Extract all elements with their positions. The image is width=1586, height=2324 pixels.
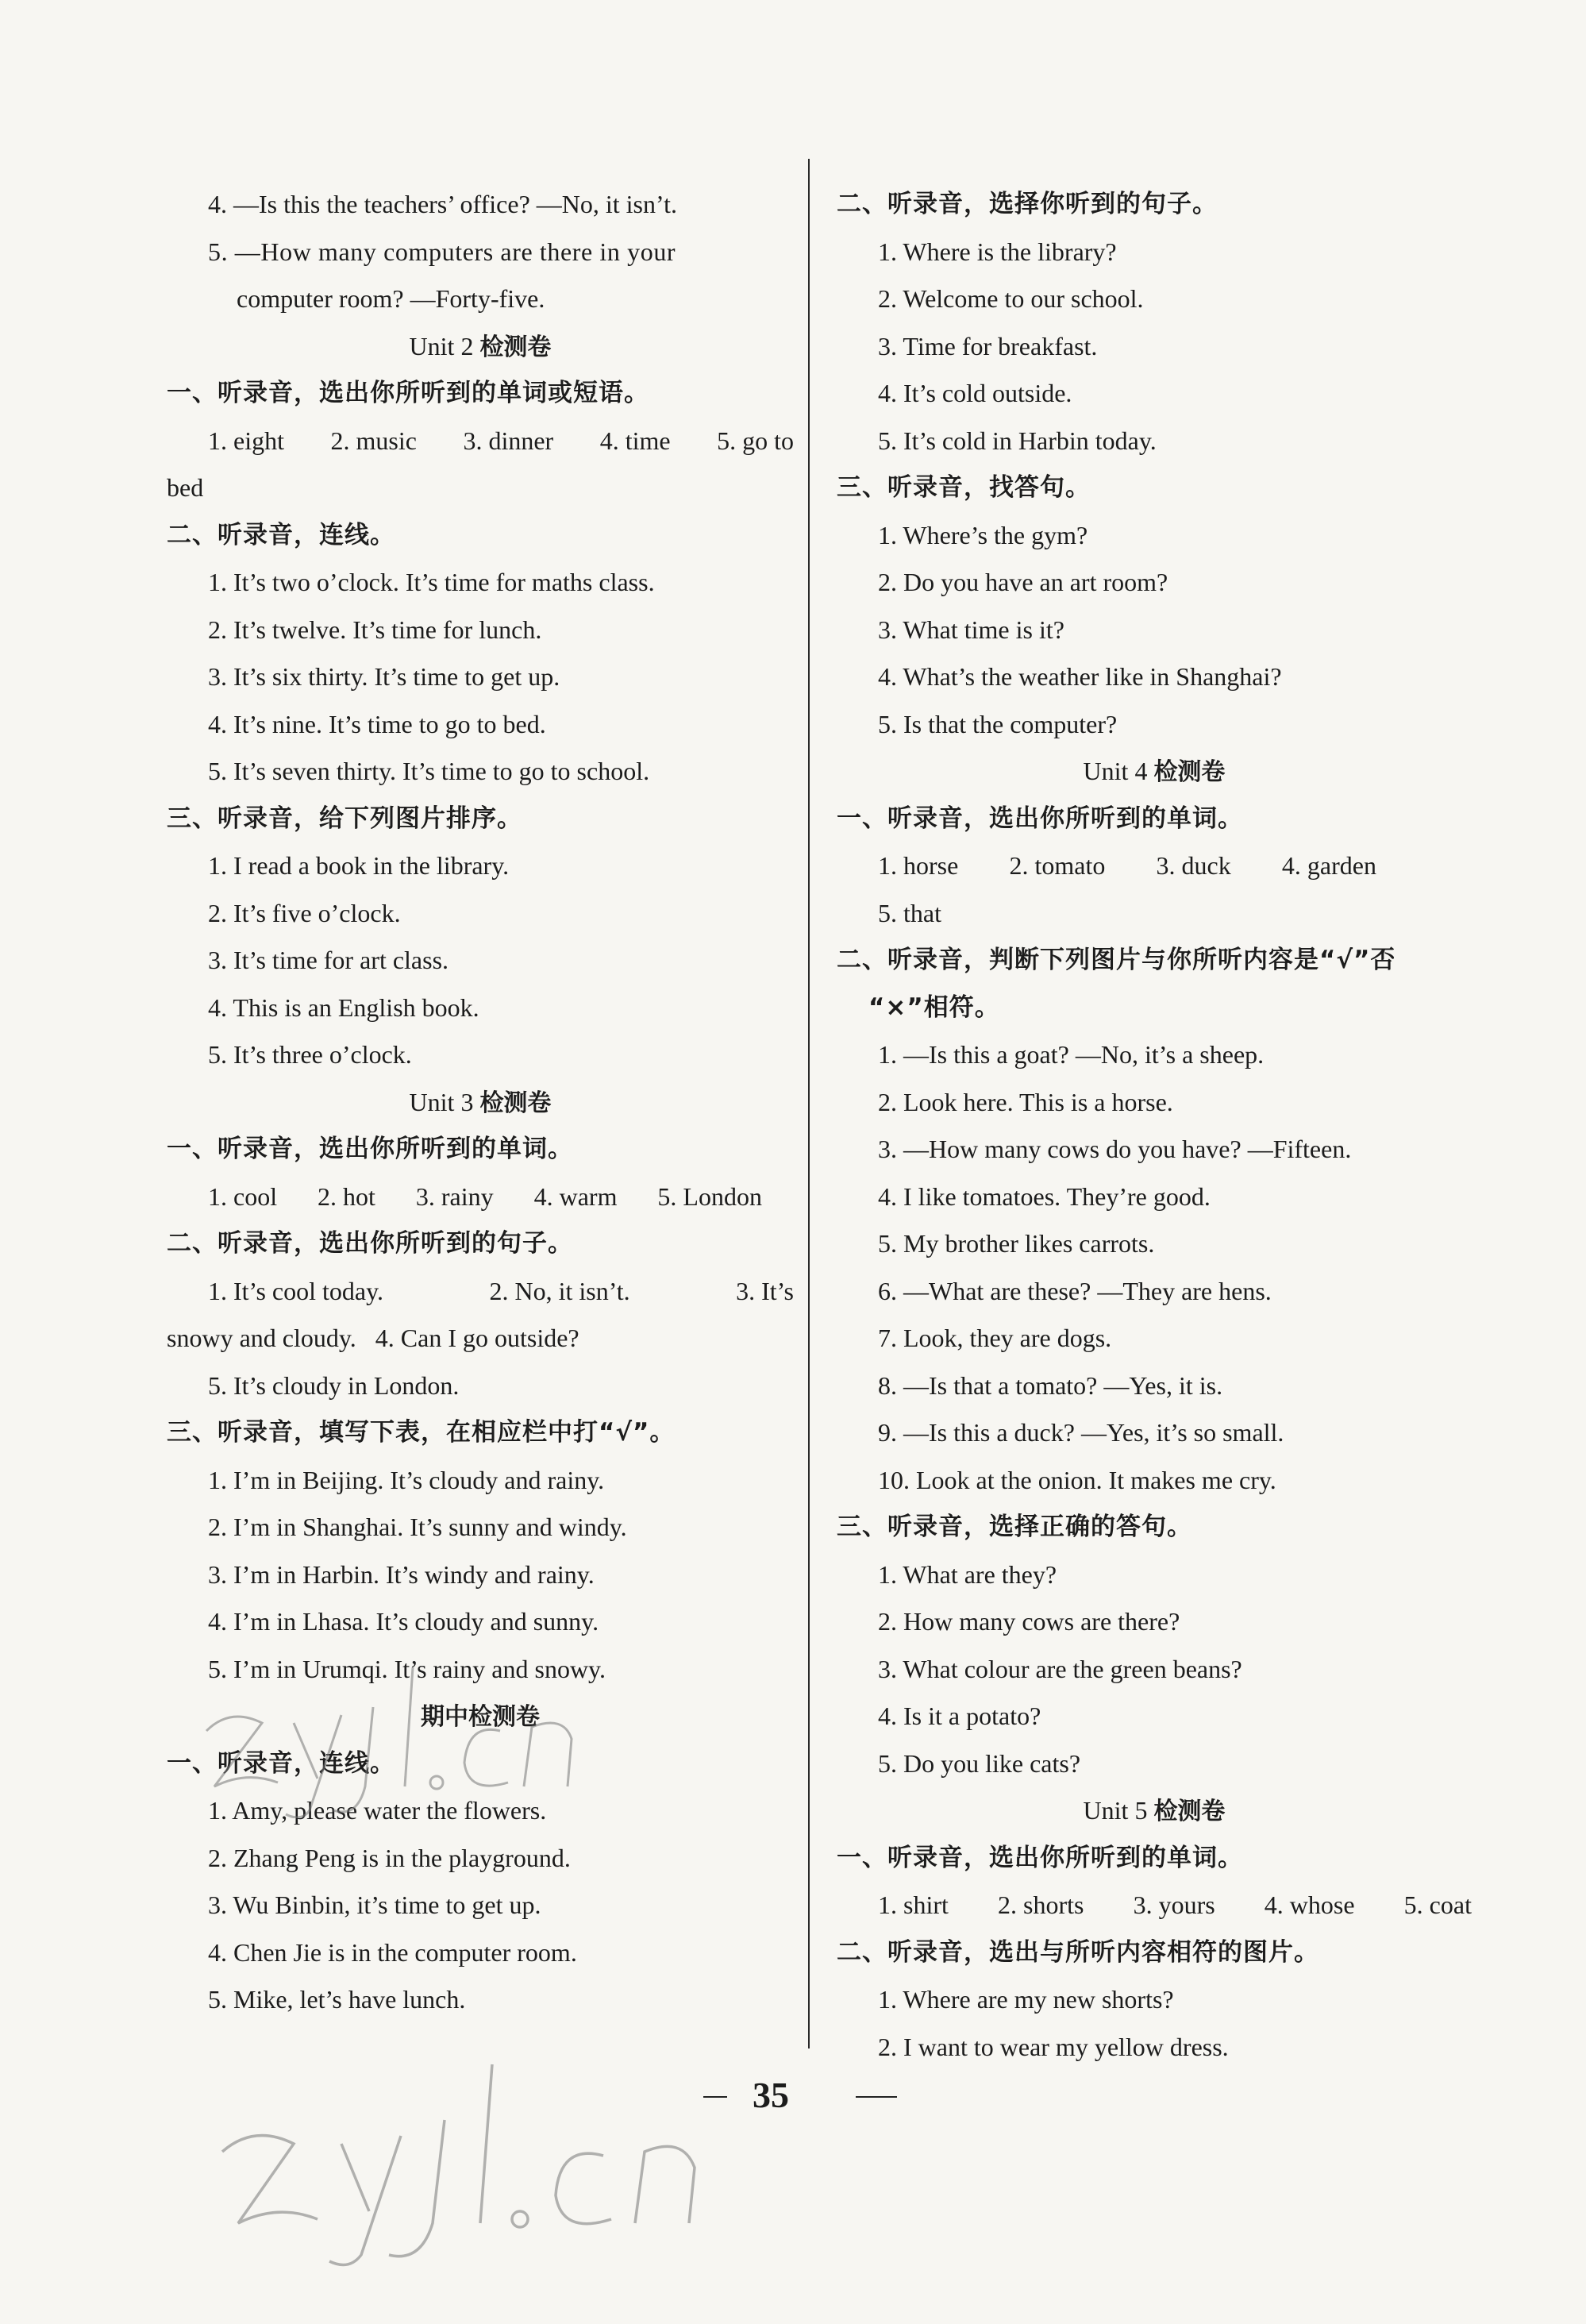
unit-title bbox=[167, 323, 794, 371]
answer-line: 2. Zhang Peng is in the playground. bbox=[208, 1843, 571, 1872]
section-heading: 二、听录音，连线。 bbox=[167, 520, 395, 549]
answer-line: 4. It’s cold outside. bbox=[878, 379, 1072, 407]
unit-title-en: Unit 5 bbox=[1083, 1796, 1148, 1825]
section-heading: 三、听录音，给下列图片排序。 bbox=[167, 804, 522, 833]
section-heading: 二、听录音，判断下列图片与你所听内容是“√”否 bbox=[837, 946, 1396, 974]
word-item: 5. London bbox=[657, 1181, 762, 1211]
answer-line: 1. I read a book in the library. bbox=[208, 851, 510, 880]
word-item: 3. dinner bbox=[463, 426, 554, 455]
section-heading-cont: “×”相符。 bbox=[868, 992, 1000, 1022]
answer-line: 5. Do you like cats? bbox=[878, 1748, 1081, 1778]
answer-line: 1. It’s two o’clock. It’s time for maths class. bbox=[208, 568, 655, 596]
answer-line: 4. I like tomatoes. They’re good. bbox=[878, 1181, 1211, 1211]
section-heading: 一、听录音，连线。 bbox=[167, 1748, 395, 1778]
unit-title-cn: 检测卷 bbox=[479, 333, 552, 361]
answer-fragment: 1. It’s cool today. bbox=[208, 1276, 383, 1305]
section-heading: 一、听录音，选出你所听到的单词。 bbox=[167, 1135, 573, 1163]
watermark-logo bbox=[206, 2033, 762, 2271]
answer-line: 5. —How many computers are there in your bbox=[208, 237, 676, 266]
answer-line: 4. I’m in Lhasa. It’s cloudy and sunny. bbox=[208, 1607, 599, 1636]
word-item: 4. garden bbox=[1281, 851, 1376, 880]
page-number-rule-right bbox=[856, 2096, 897, 2098]
answer-line: 4. Chen Jie is in the computer room. bbox=[208, 1937, 577, 1967]
answer-line: 2. Welcome to our school. bbox=[878, 284, 1144, 313]
section-heading: 二、听录音，选出与所听内容相符的图片。 bbox=[837, 1937, 1319, 1967]
answer-line: 2. How many cows are there? bbox=[878, 1607, 1180, 1636]
answer-line: 3. It’s time for art class. bbox=[208, 946, 449, 974]
word-item: 4. time bbox=[599, 426, 671, 455]
answer-fragment: 2. No, it isn’t. bbox=[489, 1276, 630, 1305]
word-list bbox=[167, 1174, 794, 1221]
answer-line: 3. I’m in Harbin. It’s windy and rainy. bbox=[208, 1559, 595, 1589]
answer-line: 1. Where are my new shorts? bbox=[878, 1985, 1174, 2014]
answer-line: 4. Is it a potato? bbox=[878, 1702, 1041, 1730]
answer-line: 3. What colour are the green beans? bbox=[878, 1654, 1242, 1683]
answer-line: 4. It’s nine. It’s time to go to bed. bbox=[208, 709, 546, 738]
left-column bbox=[167, 181, 794, 2024]
answer-line: 1. Where’s the gym? bbox=[878, 520, 1088, 549]
word-item: 3. rainy bbox=[415, 1181, 494, 1211]
answer-line: snowy and cloudy. 4. Can I go outside? bbox=[167, 1324, 579, 1352]
answer-line: 2. Do you have an art room? bbox=[878, 568, 1168, 596]
word-item: 5. coat bbox=[1403, 1890, 1472, 1919]
answer-line: 6. —What are these? —They are hens. bbox=[878, 1276, 1272, 1305]
answer-line: 1. Where is the library? bbox=[878, 237, 1117, 266]
answer-line: 5. It’s seven thirty. It’s time to go to school. bbox=[208, 757, 650, 785]
word-item: 5. go to bbox=[717, 426, 794, 455]
answer-line: 5. Is that the computer? bbox=[878, 709, 1118, 738]
word-item: 4. whose bbox=[1264, 1890, 1355, 1919]
answer-line: 3. —How many cows do you have? —Fifteen. bbox=[878, 1135, 1352, 1163]
answer-line: 4. This is an English book. bbox=[208, 992, 479, 1022]
section-heading: 一、听录音，选出你所听到的单词或短语。 bbox=[167, 379, 649, 407]
column-divider bbox=[808, 159, 810, 2048]
right-column bbox=[837, 181, 1472, 2071]
word-item: 2. shorts bbox=[998, 1890, 1084, 1919]
answer-line: 2. I’m in Shanghai. It’s sunny and windy. bbox=[208, 1513, 627, 1541]
section-heading: 二、听录音，选出你所听到的句子。 bbox=[167, 1229, 573, 1258]
word-list bbox=[837, 1882, 1472, 1929]
unit-title-cn: 检测卷 bbox=[479, 1089, 552, 1117]
answer-line: 5. My brother likes carrots. bbox=[878, 1229, 1155, 1258]
answer-line: 10. Look at the onion. It makes me cry. bbox=[878, 1465, 1276, 1494]
answer-line: 2. It’s five o’clock. bbox=[208, 898, 401, 927]
word-item: 1. eight bbox=[208, 426, 284, 455]
section-heading: 二、听录音，选择你听到的句子。 bbox=[837, 190, 1218, 218]
unit-title-en: Unit 3 bbox=[409, 1087, 474, 1116]
section-heading: 一、听录音，选出你所听到的单词。 bbox=[837, 804, 1243, 833]
unit-title-en: Unit 4 bbox=[1083, 757, 1148, 785]
word-item: 3. yours bbox=[1133, 1890, 1215, 1919]
word-item: 1. horse bbox=[878, 851, 959, 880]
answer-line: 2. It’s twelve. It’s time for lunch. bbox=[208, 615, 542, 644]
unit-title bbox=[837, 1787, 1472, 1835]
page-number: 35 bbox=[753, 2075, 789, 2115]
answer-line: 5. I’m in Urumqi. It’s rainy and snowy. bbox=[208, 1654, 606, 1683]
answer-line: 1. I’m in Beijing. It’s cloudy and rainy. bbox=[208, 1465, 605, 1494]
answer-line: 8. —Is that a tomato? —Yes, it is. bbox=[878, 1370, 1223, 1400]
answer-line: 1. —Is this a goat? —No, it’s a sheep. bbox=[878, 1040, 1265, 1069]
unit-title-cn: 检测卷 bbox=[1153, 1798, 1226, 1825]
word-item: 2. tomato bbox=[1009, 851, 1106, 880]
answer-line: 7. Look, they are dogs. bbox=[878, 1324, 1112, 1352]
section-heading: 三、听录音，填写下表，在相应栏中打“√”。 bbox=[167, 1418, 676, 1447]
word-item: 1. shirt bbox=[878, 1890, 949, 1919]
unit-title-cn: 检测卷 bbox=[1153, 758, 1226, 786]
word-item: 2. music bbox=[330, 426, 417, 455]
answer-line: 5. that bbox=[878, 898, 941, 927]
section-heading: 三、听录音，找答句。 bbox=[837, 473, 1091, 502]
answer-line: 2. Look here. This is a horse. bbox=[878, 1087, 1173, 1116]
unit-title-cn: 期中检测卷 bbox=[421, 1703, 540, 1731]
unit-title bbox=[167, 1079, 794, 1127]
answer-line: 3. What time is it? bbox=[878, 615, 1064, 644]
unit-title-en: Unit 2 bbox=[409, 331, 474, 360]
word-item: 1. cool bbox=[208, 1181, 278, 1211]
answer-line: bed bbox=[167, 473, 204, 502]
answer-line bbox=[167, 1268, 794, 1316]
word-item: 4. warm bbox=[533, 1181, 618, 1211]
unit-title bbox=[837, 748, 1472, 796]
unit-title bbox=[167, 1693, 794, 1740]
page-number-rule-left bbox=[703, 2096, 727, 2098]
answer-line: 4. —Is this the teachers’ office? —No, it isn’t. bbox=[208, 190, 677, 218]
answer-line: 5. Mike, let’s have lunch. bbox=[208, 1985, 466, 2014]
answer-line: 5. It’s cold in Harbin today. bbox=[878, 426, 1157, 455]
word-item: 3. duck bbox=[1156, 851, 1231, 880]
answer-line: 5. It’s three o’clock. bbox=[208, 1040, 412, 1069]
answer-line: 1. What are they? bbox=[878, 1559, 1057, 1589]
answer-fragment: 3. It’s bbox=[736, 1276, 794, 1305]
word-list bbox=[167, 418, 794, 465]
section-heading: 一、听录音，选出你所听到的单词。 bbox=[837, 1843, 1243, 1872]
word-item: 2. hot bbox=[318, 1181, 375, 1211]
answer-line: 9. —Is this a duck? —Yes, it’s so small. bbox=[878, 1418, 1284, 1447]
answer-line: computer room? —Forty-five. bbox=[237, 284, 545, 313]
answer-line: 5. It’s cloudy in London. bbox=[208, 1370, 460, 1400]
answer-line: 3. Time for breakfast. bbox=[878, 331, 1098, 360]
answer-line: 4. What’s the weather like in Shanghai? bbox=[878, 662, 1282, 691]
answer-line: 1. Amy, please water the flowers. bbox=[208, 1796, 547, 1825]
answer-line: 3. Wu Binbin, it’s time to get up. bbox=[208, 1890, 541, 1919]
answer-line: 2. I want to wear my yellow dress. bbox=[878, 2032, 1229, 2061]
answer-line: 3. It’s six thirty. It’s time to get up. bbox=[208, 662, 560, 691]
word-list bbox=[837, 842, 1472, 890]
section-heading: 三、听录音，选择正确的答句。 bbox=[837, 1513, 1192, 1541]
